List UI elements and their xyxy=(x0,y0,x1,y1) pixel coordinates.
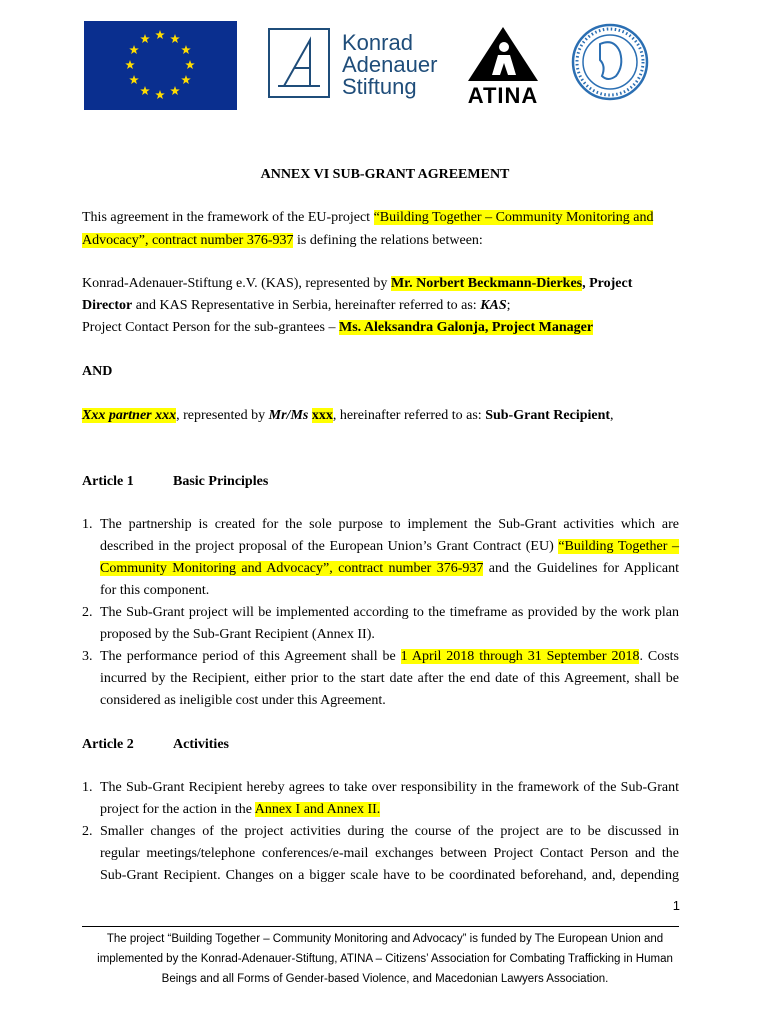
atina-wordmark: ATINA xyxy=(467,83,539,108)
eu-star-icon xyxy=(155,30,165,39)
page-number: 1 xyxy=(672,898,680,913)
partner-line: Xxx partner xxx, represented by Mr/Ms xxx, hereinafter referred to as: Sub-Grant Recipient, xyxy=(82,408,614,423)
article-1-item-1-line-3: Community Monitoring and Advocacy”, contract number 376-937 and the Guidelines for Applicant xyxy=(100,561,680,576)
footer-line-3: Beings and all Forms of Gender-based Violence, and Macedonian Lawyers Association. xyxy=(161,973,609,985)
eu-star-icon xyxy=(129,75,139,84)
article-2-item-2-line-3: Sub-Grant Recipient. Changes on a bigger scale have to be coordinated beforehand, and, depending xyxy=(100,868,679,883)
article-2-item-2-line-2: regular meetings/telephone conferences/e-mail exchanges between Project Contact Person and the xyxy=(100,846,679,861)
article-1-item-2-line-1: The Sub-Grant project will be implemented according to the timeframe as provided by the work plan xyxy=(100,605,679,620)
kas-wordmark xyxy=(342,32,437,98)
eu-stars-icon xyxy=(84,21,237,110)
kas-mark-icon xyxy=(268,28,330,98)
eu-star-icon xyxy=(181,45,191,54)
eu-star-icon xyxy=(185,60,195,69)
article-2-title: Activities xyxy=(173,737,229,752)
article-1-item-3-line-1: The performance period of this Agreement shall be 1 April 2018 through 31 September 2018. Costs xyxy=(100,649,680,664)
mla-seal-logo xyxy=(570,22,650,102)
article-1-item-2-line-2: proposed by the Sub-Grant Recipient (Annex II). xyxy=(100,627,375,642)
intro-line-1: This agreement in the framework of the EU-project “Building Together – Community Monitoring and xyxy=(82,210,654,225)
article-1-item-3-line-3: considered as ineligible cost under this Agreement. xyxy=(100,693,386,708)
eu-star-icon xyxy=(170,34,180,43)
article-1-item-1-line-1: The partnership is created for the sole purpose to implement the Sub-Grant activities which are xyxy=(100,517,679,532)
eu-star-icon xyxy=(129,45,139,54)
kas-line-2: Adenauer xyxy=(342,52,438,77)
kas-party-line-2: Director and KAS Representative in Serbia, hereinafter referred to as: KAS; xyxy=(82,298,511,313)
eu-star-icon xyxy=(181,75,191,84)
article-1-label: Article 1 xyxy=(82,474,134,489)
document-title: ANNEX VI SUB-GRANT AGREEMENT xyxy=(260,167,510,182)
kas-contact-line: Project Contact Person for the sub-grantees – Ms. Aleksandra Galonja, Project Manager xyxy=(82,320,594,335)
article-2-item-1-number: 1. xyxy=(82,780,93,795)
article-1-item-2-number: 2. xyxy=(82,605,93,620)
article-2-item-2-number: 2. xyxy=(82,824,93,839)
article-1-item-3-line-2: incurred by the Recipient, either prior to the start date after the end date of this Agreement, shall be xyxy=(100,671,679,686)
article-2-label: Article 2 xyxy=(82,737,134,752)
kas-party-line-1: Konrad-Adenauer-Stiftung e.V. (KAS), represented by Mr. Norbert Beckmann-Dierkes, Project xyxy=(82,276,633,291)
article-1-item-1-line-2: described in the project proposal of the European Union’s Grant Contract (EU) “Building Together – xyxy=(100,539,679,554)
eu-star-icon xyxy=(170,86,180,95)
article-2-item-2-line-1: Smaller changes of the project activities during the course of the project are to be discussed in xyxy=(100,824,679,839)
kas-logo xyxy=(268,28,436,98)
article-1-item-1-line-4: for this component. xyxy=(100,583,210,598)
article-2-item-1-line-1: The Sub-Grant Recipient hereby agrees to take over responsibility in the framework of the Sub-Grant xyxy=(100,780,679,795)
footer-divider xyxy=(82,926,679,927)
kas-line-1: Konrad xyxy=(342,30,413,55)
eu-star-icon xyxy=(140,34,150,43)
footer-line-2: implemented by the Konrad-Adenauer-Stiftung, ATINA – Citizens’ Association for Combating Trafficking in Human xyxy=(97,953,673,965)
footer-line-1: The project “Building Together – Community Monitoring and Advocacy” is funded by The European Union and xyxy=(106,933,664,945)
eu-star-icon xyxy=(140,86,150,95)
article-1-title: Basic Principles xyxy=(173,474,269,489)
eu-star-icon xyxy=(125,60,135,69)
and-label: AND xyxy=(82,364,113,379)
article-1-item-3-number: 3. xyxy=(82,649,93,664)
eu-star-icon xyxy=(155,90,165,99)
kas-line-3: Stiftung xyxy=(342,74,417,99)
article-2-item-1-line-2: project for the action in the Annex I and Annex II. xyxy=(100,802,381,817)
intro-line-2: Advocacy”, contract number 376-937 is defining the relations between: xyxy=(82,233,483,248)
article-1-item-1-number: 1. xyxy=(82,517,93,532)
atina-figure-icon xyxy=(462,25,544,85)
eu-flag-logo xyxy=(84,21,237,110)
atina-logo xyxy=(462,25,544,107)
